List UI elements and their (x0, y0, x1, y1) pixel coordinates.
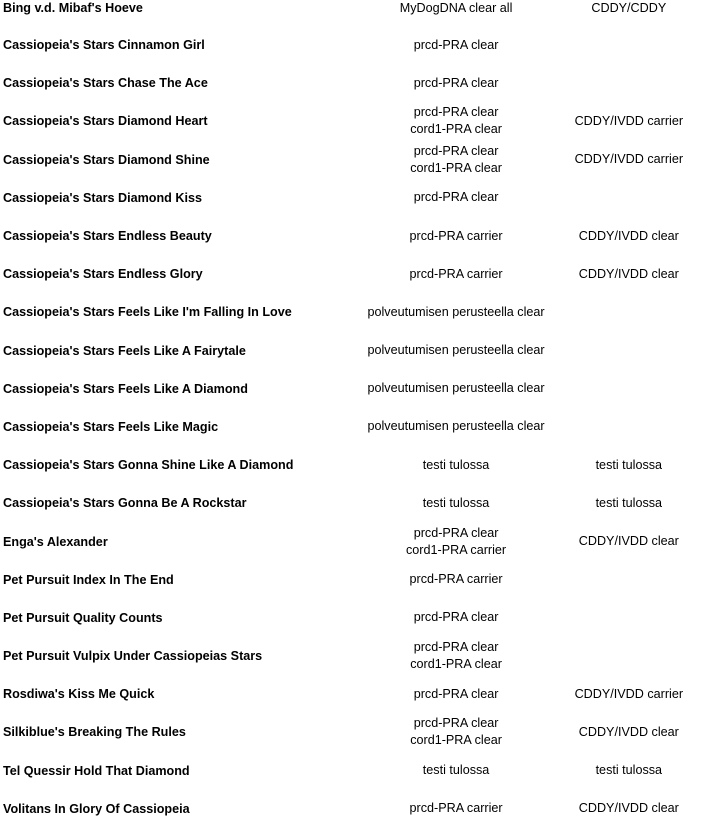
pra-test-result: polveutumisen perusteella clear (367, 419, 545, 434)
pra-test-result: cord1-PRA carrier (406, 542, 507, 557)
pra-test-cell (356, 762, 555, 779)
table-row (0, 713, 702, 751)
pra-test-result: prcd-PRA clear (413, 143, 499, 158)
pra-test-result: prcd-PRA carrier (409, 266, 503, 281)
pra-test-result: polveutumisen perusteella clear (367, 304, 545, 319)
pra-test-cell (356, 380, 555, 397)
pra-test-result: cord1-PRA clear (410, 733, 502, 748)
pra-test-cell (356, 418, 555, 435)
table-row (0, 637, 702, 675)
table-row (0, 561, 702, 599)
pra-test-cell (356, 189, 555, 206)
table-row (0, 217, 702, 255)
dog-name-cell: Pet Pursuit Vulpix Under Cassiopeias Stars (3, 649, 263, 664)
pra-test-result: prcd-PRA carrier (409, 801, 503, 816)
table-row (0, 370, 702, 408)
pra-test-result: cord1-PRA clear (410, 122, 502, 137)
pra-test-result: testi tulossa (422, 457, 490, 472)
dog-name-cell: Rosdiwa's Kiss Me Quick (3, 687, 155, 702)
cddy-test-cell: CDDY/CDDY (591, 1, 667, 15)
pra-test-cell (356, 686, 555, 703)
table-row (0, 522, 702, 560)
pra-test-cell (356, 143, 555, 177)
dog-name-cell: Cassiopeia's Stars Feels Like I'm Falling In Love (3, 305, 292, 320)
pra-test-result: prcd-PRA clear (413, 190, 499, 205)
cddy-test-cell: CDDY/IVDD carrier (574, 686, 684, 701)
table-row (0, 0, 702, 26)
table-row (0, 102, 702, 140)
table-row (0, 141, 702, 179)
pra-test-cell (356, 639, 555, 673)
pra-test-cell (356, 37, 555, 54)
pra-test-cell (356, 715, 555, 749)
dog-name-cell: Pet Pursuit Quality Counts (3, 610, 163, 625)
cddy-test-cell: CDDY/IVDD clear (578, 228, 679, 243)
dog-name-cell: Cassiopeia's Stars Gonna Shine Like A Diamond (3, 458, 294, 473)
dog-name-cell: Bing v.d. Mibaf's Hoeve (3, 1, 143, 15)
dog-name-cell: Silkiblue's Breaking The Rules (3, 725, 186, 740)
pra-test-cell (356, 0, 555, 17)
pra-test-result: prcd-PRA clear (413, 610, 499, 625)
cddy-test-cell: testi tulossa (595, 495, 663, 510)
dog-name-cell: Pet Pursuit Index In The End (3, 572, 174, 587)
pra-test-result: polveutumisen perusteella clear (367, 343, 545, 358)
table-row (0, 332, 702, 370)
pra-test-cell (356, 304, 555, 321)
table-row (0, 26, 702, 64)
pra-test-cell (356, 342, 555, 359)
pra-test-result: cord1-PRA clear (410, 160, 502, 175)
pra-test-cell (356, 525, 555, 559)
table-row (0, 484, 702, 522)
dog-name-cell: Cassiopeia's Stars Diamond Heart (3, 114, 208, 129)
table-row (0, 790, 702, 828)
pra-test-cell (356, 800, 555, 817)
dog-name-cell: Cassiopeia's Stars Feels Like A Diamond (3, 381, 248, 396)
pra-test-cell (356, 457, 555, 474)
pra-test-cell (356, 495, 555, 512)
dog-name-cell: Enga's Alexander (3, 534, 108, 549)
pra-test-result: prcd-PRA clear (413, 75, 499, 90)
table-row (0, 675, 702, 713)
pra-test-cell (356, 609, 555, 626)
pra-test-result: testi tulossa (422, 763, 490, 778)
dog-name-cell: Cassiopeia's Stars Endless Glory (3, 267, 203, 282)
table-row (0, 64, 702, 102)
table-row (0, 255, 702, 293)
table-row (0, 599, 702, 637)
table-row (0, 179, 702, 217)
cddy-test-cell: CDDY/IVDD clear (578, 534, 679, 549)
cddy-test-cell: CDDY/IVDD clear (578, 724, 679, 739)
cddy-test-cell: CDDY/IVDD clear (578, 801, 679, 816)
pra-test-result: prcd-PRA carrier (409, 228, 503, 243)
pra-test-cell (356, 228, 555, 245)
pra-test-result: prcd-PRA carrier (409, 572, 503, 587)
table-row (0, 293, 702, 331)
cddy-test-cell: testi tulossa (595, 457, 663, 472)
pra-test-result: cord1-PRA clear (410, 657, 502, 672)
cddy-test-cell: CDDY/IVDD clear (578, 266, 679, 281)
pra-test-result: prcd-PRA clear (413, 105, 499, 120)
table-row (0, 408, 702, 446)
dog-name-cell: Tel Quessir Hold That Diamond (3, 763, 190, 778)
dog-name-cell: Cassiopeia's Stars Chase The Ace (3, 76, 208, 91)
cddy-test-cell: testi tulossa (595, 763, 663, 778)
dog-name-cell: Cassiopeia's Stars Feels Like Magic (3, 419, 219, 434)
pra-test-result: prcd-PRA clear (413, 716, 499, 731)
pra-test-result: prcd-PRA clear (413, 525, 499, 540)
pra-test-result: MyDogDNA clear all (399, 1, 513, 15)
table-row (0, 752, 702, 790)
dog-name-cell: Cassiopeia's Stars Endless Beauty (3, 229, 212, 244)
pra-test-result: testi tulossa (422, 495, 490, 510)
cddy-test-cell: CDDY/IVDD carrier (574, 113, 684, 128)
dog-name-cell: Cassiopeia's Stars Diamond Kiss (3, 190, 202, 205)
dog-name-cell: Volitans In Glory Of Cassiopeia (3, 801, 190, 816)
pra-test-result: prcd-PRA clear (413, 686, 499, 701)
dog-name-cell: Cassiopeia's Stars Feels Like A Fairytale (3, 343, 246, 358)
cddy-test-cell: CDDY/IVDD carrier (574, 152, 684, 167)
pra-test-result: prcd-PRA clear (413, 640, 499, 655)
dog-name-cell: Cassiopeia's Stars Gonna Be A Rockstar (3, 496, 247, 511)
dog-name-cell: Cassiopeia's Stars Cinnamon Girl (3, 38, 205, 53)
pra-test-cell (356, 104, 555, 138)
dog-name-cell: Cassiopeia's Stars Diamond Shine (3, 152, 210, 167)
pra-test-result: polveutumisen perusteella clear (367, 381, 545, 396)
pra-test-cell (356, 571, 555, 588)
pra-test-cell (356, 75, 555, 92)
pra-test-result: prcd-PRA clear (413, 37, 499, 52)
pra-test-cell (356, 266, 555, 283)
table-row (0, 446, 702, 484)
